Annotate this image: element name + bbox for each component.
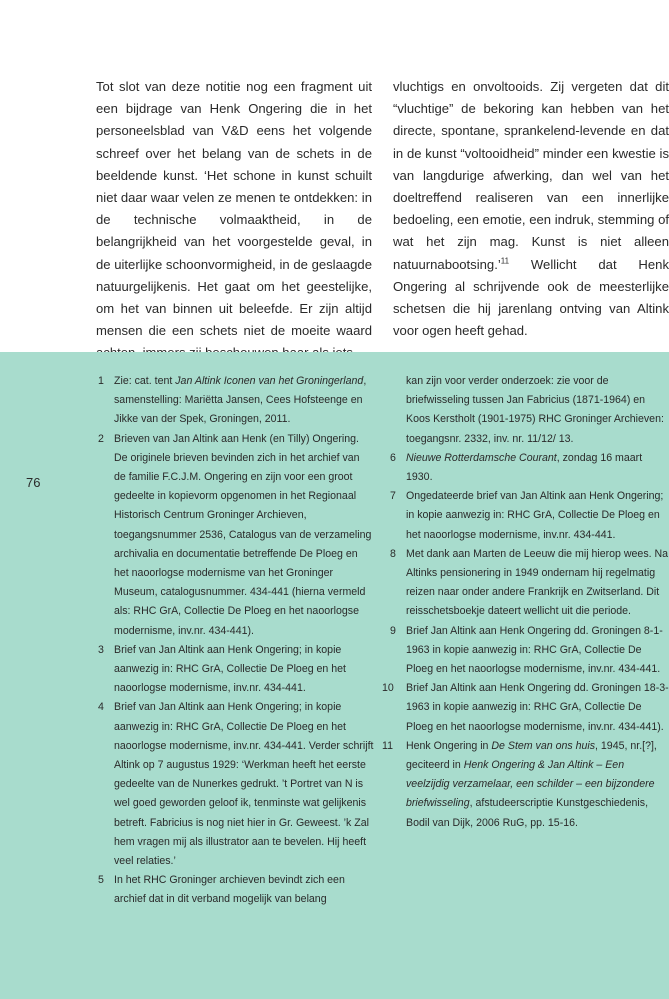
body-text: vluchtigs en onvoltooids. Zij vergeten dat dit “vluchtige” de bekoring kan hebben van het directe, spontane, sprankelend-levende en dat in de kunst “voltooidheid” minder een kwestie is van langdurige afwerking, dan wel van het doeltreffend realiseren van een innerlijke bedoeling, een emotie, een indruk, stemming of wat het zijn mag. Kunst is niet alleen natuurnabootsing.’ [393,79,669,272]
footnote-11 [382,737,669,833]
footnote-number: 2 [98,432,104,445]
footnote-number: 5 [98,874,104,887]
footnote-ref-11[interactable]: 11 [500,256,510,266]
footnote-text: , 1945, nr.[?], geciteerd in [406,739,657,772]
footnote-text: Brief Jan Altink aan Henk Ongering dd. Groningen 18-3-1963 in kopie aanwezig in: RHC GrA, Collectie De Ploeg en het naoorlogse modernisme, inv.nr. 434-441). [406,682,669,733]
footnotes-column-right [382,372,669,833]
footnote-text: Brieven van Jan Altink aan Henk (en Tilly) Ongering. De originele brieven bevinden zich in het archief van de familie F.C.J.M. Ongering en zijn voor een groot gedeelte in kopievorm opgenomen in het Regionaal Historisch Centrum Groninger Archieven, toegangsnummer 2536, Catalogus van de verzameling archivalia en documentatie betreffende De Ploeg en het naoorlogse modernisme van het Groninger Museum, catalogusnummer. 434-441 (hierna vermeld als: RHC GrA, Collectie De Ploeg en het naoorlogse modernisme, inv.nr. 434-441). [114,432,372,637]
footnote-title: Nieuwe Rotterdamsche Courant [406,451,557,464]
footnote-number: 9 [390,624,396,637]
footnote-9 [390,622,669,680]
footnote-number: 4 [98,701,104,714]
footnote-5-continued [390,372,669,449]
footnote-number: 10 [382,682,394,695]
footnote-10 [382,679,669,737]
footnote-text: Zie: cat. tent [114,375,176,387]
footnote-title: Jan Altink Iconen van het Groningerland [175,375,364,387]
footnote-text: Ongedateerde brief van Jan Altink aan Henk Ongering; in kopie aanwezig in: RHC GrA, Collectie De Ploeg en het naoorlogse modernisme, inv.nr. 434-441. [406,490,664,541]
footnote-number: 11 [382,739,393,752]
footnote-number: 8 [390,547,396,560]
footnote-number: 6 [390,451,396,464]
footnote-text: Met dank aan Marten de Leeuw die mij hierop wees. Na Altinks pensionering in 1949 ondernam hij regelmatig reizen naar onder andere Frankrijk en Zwitserland. Dit reisschetsboekje dateert wellicht uit die periode. [406,547,669,618]
footnote-5 [98,871,374,909]
footnotes-panel [0,352,669,999]
footnotes-column-left [98,372,374,910]
body-paragraph: Tot slot van deze notitie nog een fragment uit een bijdrage van Henk Ongering die in het personeelsblad van V&D eens het volgende schreef over het belang van de schets in de beeldende kunst. ‘Het schone in kunst schuilt niet daar waar velen ze menen te ontdekken: in de technische volmaaktheid, in de belangrijkheid van het voorgestelde geval, in de uiterlijke schoonvormigheid, in de geslaagde natuurgelijkenis. Het gaat om het geestelijke, om het van binnen uit beleefde. Er zijn altijd mensen die een schets niet de moeite waard [96,79,372,339]
footnote-text: , afstudeerscriptie Kunstgeschiedenis, Bodil van Dijk, 2006 RuG, pp. 15-16. [406,797,649,829]
footnote-text: Brief Jan Altink aan Henk Ongering dd. Groningen 8-1-1963 in kopie aanwezig in: RHC GrA, Collectie De Ploeg en het naoorlogse modernisme, inv.nr. 434-441. [406,624,663,676]
body-text: Wellicht dat Henk Ongering al schrijvende ook de meesterlijke schetsen die hij jarenlang ontving van Altink voor ogen heeft gehad. [393,256,669,339]
footnote-4 [98,698,374,871]
footnote-text: Brief van Jan Altink aan Henk Ongering; in kopie aanwezig in: RHC GrA, Collectie De Ploeg en het naoorlogse modernisme, inv.nr. 434-441. Verder schrijft Altink op 7 augustus 1929: ‘Werkman heeft het eerste gedeelte van de Nunerkes gedrukt. ’t Portret van N is wel goed geworden geloof ik, tenminste wat gelijkenis betreft. Fabricius is nog niet hier in Gr. Geweest. ’k Zal hem vragen mij als illustrator aan te bevelen. Hij heeft veel relaties.’ [114,701,374,868]
footnote-3 [98,641,374,699]
footnote-number: 3 [98,643,104,656]
page-number: 76 [26,475,41,490]
footnote-number: 7 [390,490,396,503]
footnote-6 [390,449,669,487]
footnote-title: De Stem van ons huis [491,739,596,752]
footnote-text: , zondag 16 maart 1930. [406,451,643,484]
footnote-text: Henk Ongering in [406,739,492,752]
footnote-2 [98,430,374,641]
main-text-area [0,0,669,352]
footnote-number: 1 [98,375,104,387]
text-column-right [393,76,669,342]
footnote-7 [390,487,669,545]
footnote-text: In het RHC Groninger archieven bevindt zich een archief dat in dit verband mogelijk van belang [114,874,345,906]
footnote-text: , samenstelling: Mariëtta Jansen, Cees Hofsteenge en Jikke van der Spek, Groningen, 2011. [114,375,367,426]
footnote-title: Henk Ongering & Jan Altink – Een veelzijdig verzamelaar, een schilder – een bijzondere briefwisseling [406,759,655,810]
footnote-1 [98,372,374,430]
footnote-text: Brief van Jan Altink aan Henk Ongering; in kopie aanwezig in: RHC GrA, Collectie De Ploeg en het naoorlogse modernisme, inv.nr. 434-441. [114,643,346,695]
text-column-left [96,76,372,365]
footnote-8 [390,545,669,622]
body-paragraph-continued [393,76,669,342]
footnote-text: kan zijn voor verder onderzoek: zie voor de briefwisseling tussen Jan Fabricius (1871-1964) en Koos Kerstholt (1901-1975) RHC Groninger Archieven: toegangsnr. 2332, inv. nr. 11/12/ 13. [406,375,664,445]
